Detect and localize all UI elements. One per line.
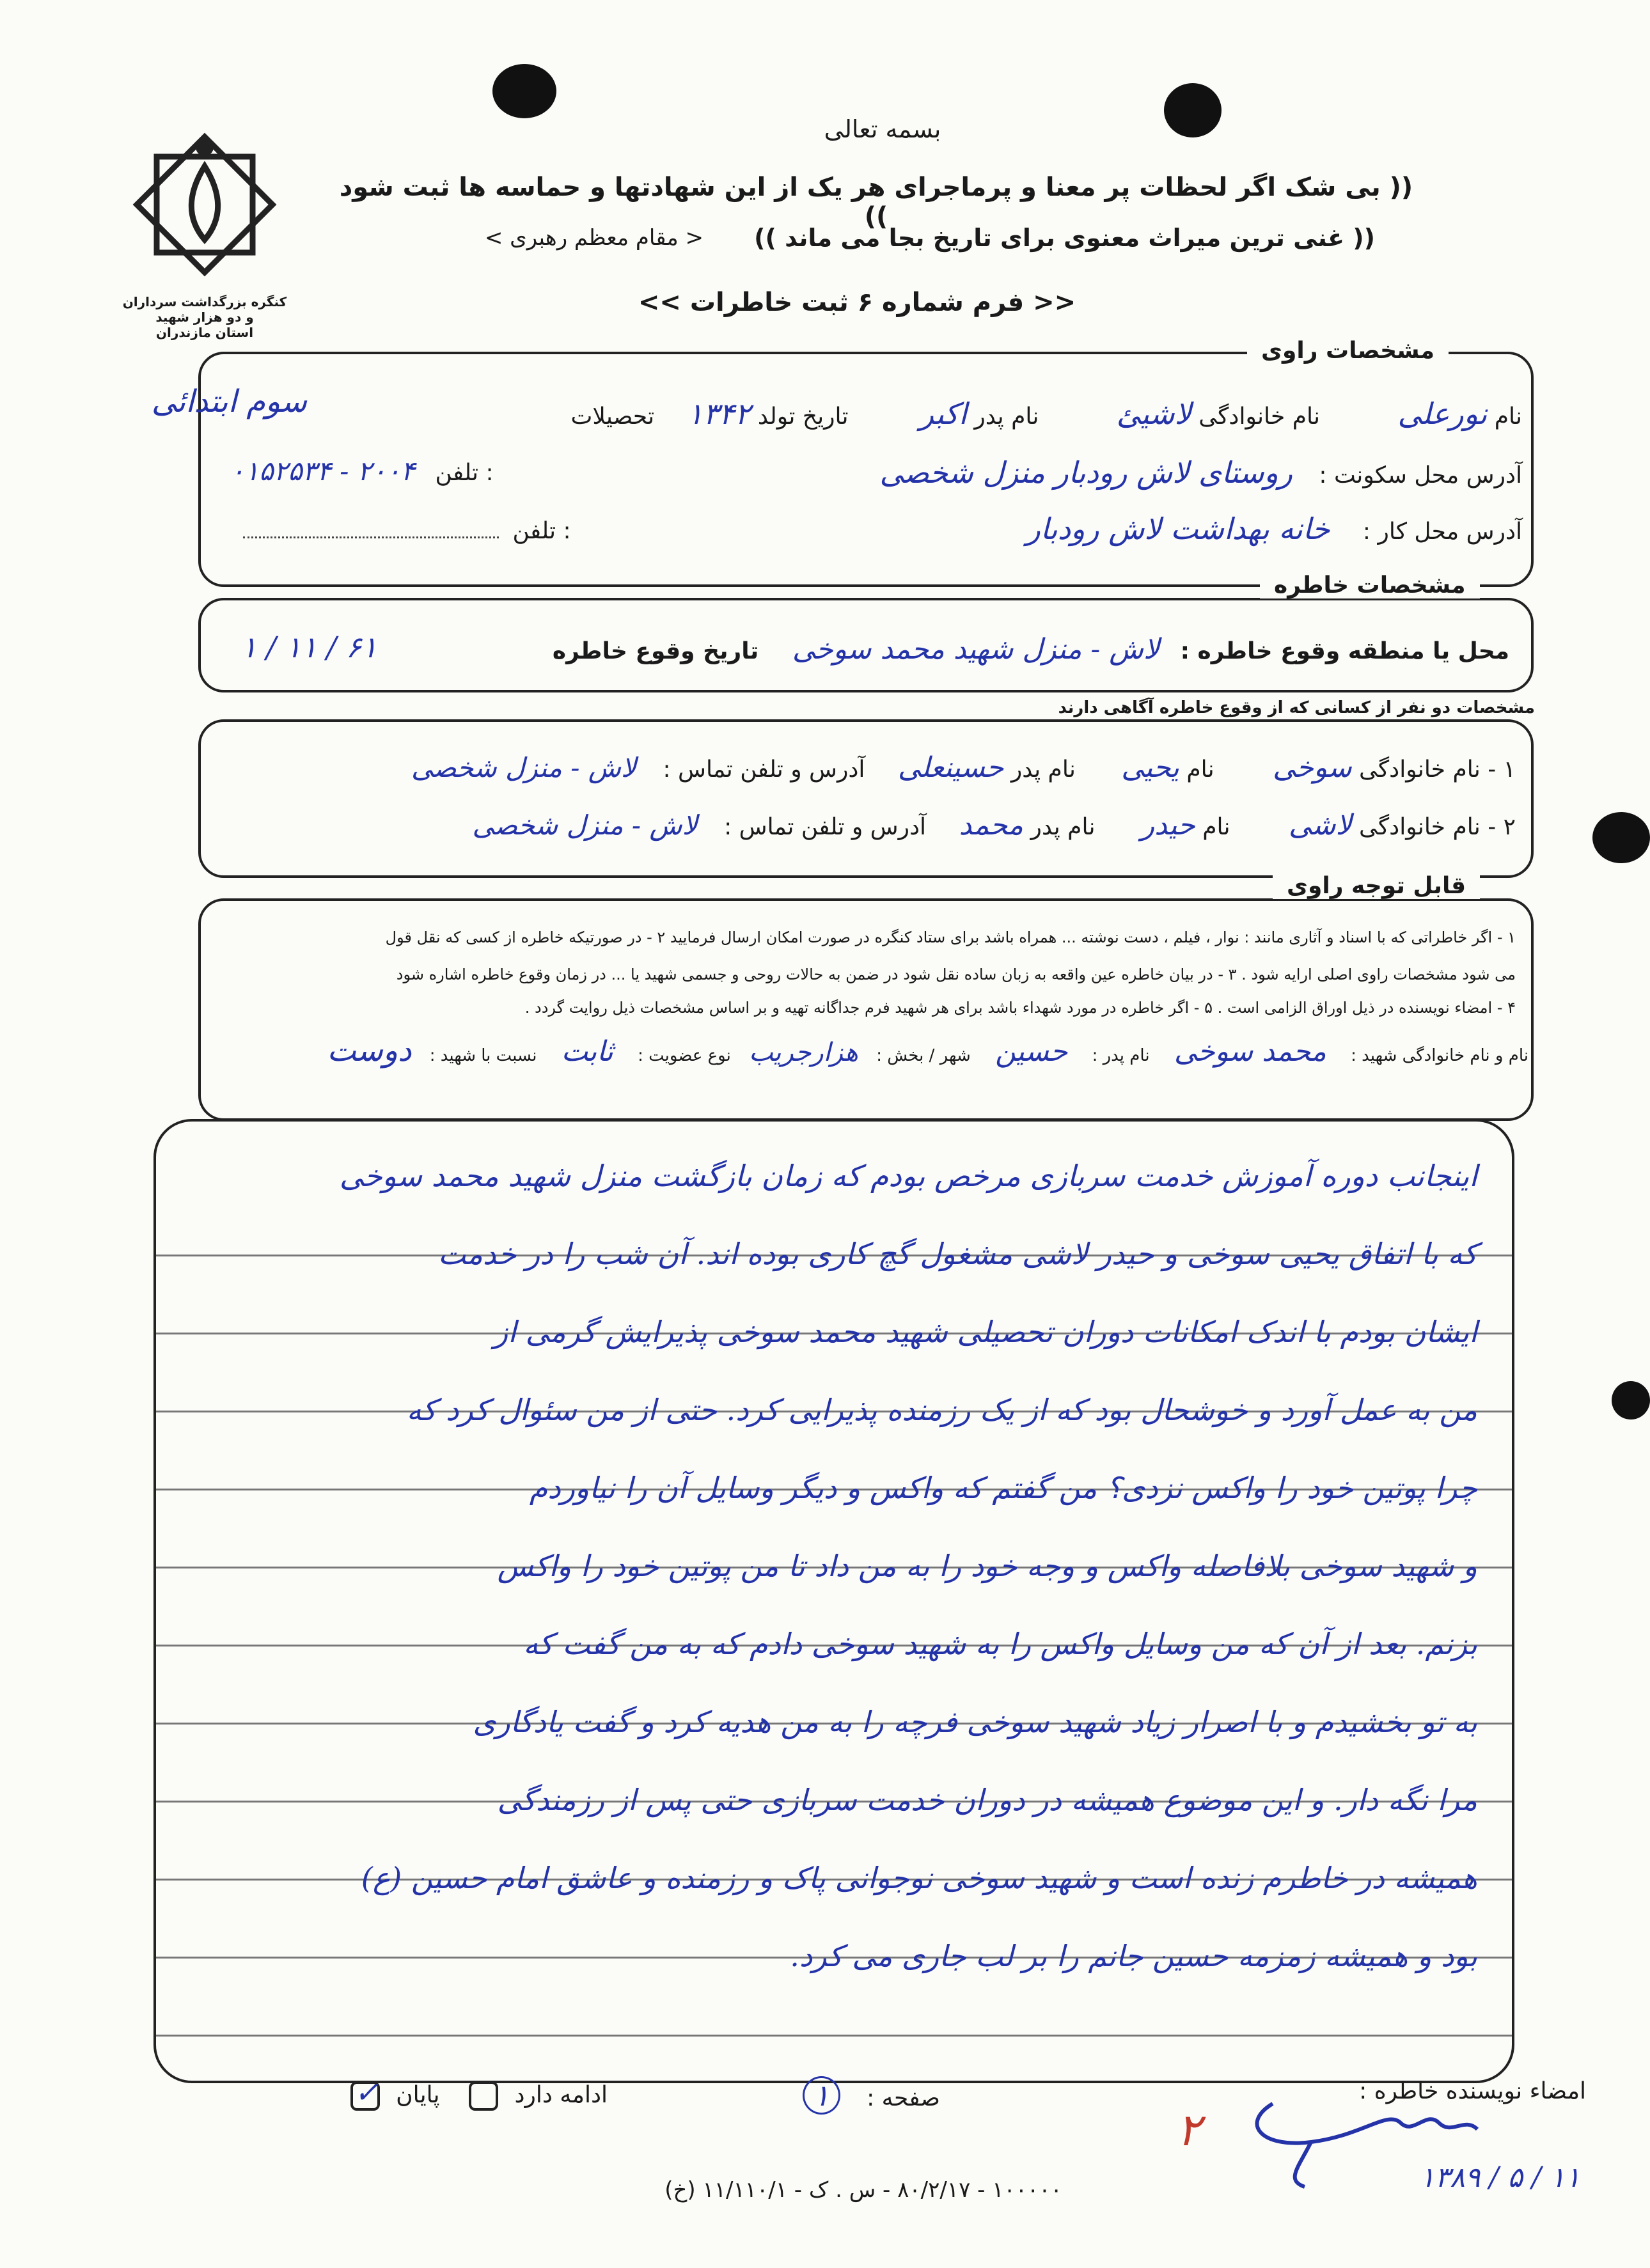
signature-mark: ۲ (1177, 2104, 1201, 2156)
w2-name: حیدر (1140, 809, 1195, 841)
w2-name-label: نام (1202, 814, 1230, 840)
father-value: اکبر (919, 396, 967, 431)
note-line-1: ۱ - اگر خاطراتی که با اسناد و آثاری مانند : نوار ، فیلم ، دست نوشته ... همراه باشد برای ستاد کنگره در صورت امکان ارسال فرمایید ۲ - در صورتیکه خاطره از کسی که نقل قول (385, 928, 1516, 946)
end-check-mark: ✓ (354, 2075, 379, 2109)
end-checkbox[interactable] (350, 2075, 380, 2111)
punch-hole (1592, 812, 1650, 863)
narrative-line: همیشه در خاطرم زنده است و شهید سوخی نوجوانی پاک و رزمنده و عاشق امام حسین (ع) (361, 1861, 1477, 1895)
narrative-line: ایشان بودم با اندک امکانات دوران تحصیلی شهید محمد سوخی پذیرایش گرمی از (494, 1315, 1477, 1349)
city-label: شهر / بخش : (876, 1046, 971, 1065)
work-value: خانه بهداشت لاش رودبار (1026, 512, 1330, 546)
education-value: سوم ابتدائی (151, 384, 307, 419)
martyr-label: نام و نام خانوادگی شهید : (1351, 1046, 1528, 1065)
w1-contact-label: آدرس و تلفن تماس : (663, 756, 865, 783)
phone2-label: تلفن : (512, 518, 571, 544)
logo-caption-2: استان مازندران (155, 325, 254, 340)
w1-num: ۱ - نام خانوادگی (1359, 756, 1516, 783)
quote-line-2: (( غنی ترین میراث معنوی برای تاریخ بجا می ماند )) (754, 224, 1375, 252)
membership-value: ثابت (561, 1035, 613, 1068)
witness-row-1 (211, 751, 1516, 784)
quote-line-1: (( بی شک اگر لحظات پر معنا و پرماجرای هر یک از این شهادتها و حماسه ها ثبت شود )) (339, 173, 1413, 231)
notes-section-title: قابل توجه راوی (1273, 873, 1480, 899)
residence-label: آدرس محل سکونت : (1319, 462, 1522, 489)
punch-hole (1612, 1381, 1650, 1419)
w1-father: حسینعلی (897, 751, 1004, 784)
star-emblem-icon (122, 121, 288, 288)
phone-field (230, 455, 588, 487)
page-value: ۱ (803, 2076, 840, 2115)
w2-father: محمد (959, 809, 1023, 841)
phone-value: ۰۱۵۲۵۳۴ - ۲۰۰۴ (230, 455, 416, 487)
martyr-value: محمد سوخی (1174, 1035, 1326, 1068)
narrative-line: بود و همیشه زمزمه حسین جانم را بر لب جاری می کرد. (790, 1939, 1477, 1973)
memory-place-row (211, 633, 1509, 666)
punch-hole (1164, 83, 1222, 137)
witnesses-caption: مشخصات دو نفر از کسانی که از وقوع خاطره آگاهی دارند (1058, 698, 1535, 717)
martyr-row (192, 1033, 1528, 1068)
continues-checkbox[interactable] (469, 2081, 498, 2111)
narrative-line: چرا پوتین خود را واکس نزدی؟ من گفتم که واکس و دیگر وسایل آن را نیاوردم (529, 1471, 1477, 1505)
form-code: ۱۰۰۰۰۰ - ۸۰/۲/۱۷ - س . ک - ۱۱/۱۱۰/۱ (خ) (664, 2177, 1062, 2203)
note-line-2: می شود مشخصات راوی اصلی ارایه شود . ۳ - در بیان خاطره عین واقعه به زبان ساده نقل شود در ضمن به حالات روحی و جسمی شهید یا ... در زمان وقوع خاطره اشاره شود (396, 966, 1516, 983)
sign-date: ۱۱ / ۵ / ۱۳۸۹ (1420, 2161, 1581, 2194)
w2-father-label: نام پدر (1030, 814, 1096, 840)
name-value: نورعلی (1397, 396, 1488, 431)
father-label: نام پدر (974, 403, 1039, 430)
w1-name-label: نام (1186, 756, 1214, 783)
family-value: لاشیئ (1116, 396, 1191, 431)
logo-caption-1: کنگره بزرگداشت سرداران و دو هزار شهید (122, 294, 287, 325)
narrative-line: بزنم. بعد از آن که من وسایل واکس را به شهید سوخی دادم که به من گفت که (523, 1627, 1477, 1661)
phone-label: تلفن : (435, 460, 494, 486)
quote-attribution: < مقام معظم رهبری > (484, 225, 703, 251)
w1-name: یحیی (1121, 751, 1179, 784)
narrative-line: مرا نگه دار. و این موضوع همیشه در دوران خدمت سربازی حتی پس از رزمندگی (497, 1783, 1477, 1817)
form-title: << فرم شماره ۶ ثبت خاطرات >> (638, 288, 1076, 317)
signature-label: امضاء نویسنده خاطره : (1359, 2078, 1586, 2104)
page-label: صفحه : (867, 2085, 940, 2111)
city-value: هزارجریب (749, 1038, 858, 1067)
work-label: آدرس محل کار : (1362, 519, 1522, 545)
note-line-3: ۴ - امضاء نویسنده در ذیل اوراق الزامی است . ۵ - اگر خاطره در مورد شهداء باشد برای هر شهید فرم جداگانه تهیه و بر اساس مشخصات ذیل روایت گردد . (524, 999, 1516, 1017)
date-label: تاریخ وقوع خاطره (552, 638, 759, 664)
residence-value: روستای لاش رودبار منزل شخصی (879, 455, 1292, 490)
name-label: نام (1494, 403, 1522, 430)
relation-value: دوست (327, 1033, 412, 1068)
narrator-section-title: مشخصات راوی (1247, 338, 1449, 364)
date-value: ۶۱ / ۱۱ / ۱ (240, 630, 377, 664)
narrative-line: اینجانب دوره آموزش خدمت سربازی مرخص بودم که زمان بازگشت منزل شهید محمد سوخی (339, 1159, 1477, 1193)
narrative-line: به تو بخشیدم و با اصرار زیاد شهید سوخی فرچه را به من هدیه کرد و گفت یادگاری (473, 1705, 1477, 1739)
w2-num: ۲ - نام خانوادگی (1359, 814, 1516, 840)
membership-label: نوع عضویت : (638, 1046, 731, 1065)
w2-contact: لاش - منزل شخصی (472, 809, 698, 841)
narrative-line: و شهید سوخی بلافاصله واکس و وجه خود را به من داد تا من پوتین خود را واکس (497, 1549, 1477, 1583)
end-label: پایان (396, 2082, 440, 2108)
phone2-value (243, 536, 499, 538)
relation-label: نسبت با شهید : (429, 1046, 537, 1065)
w2-contact-label: آدرس و تلفن تماس : (724, 814, 927, 840)
status-options (249, 2075, 608, 2111)
family-label: نام خانوادگی (1198, 403, 1321, 430)
congress-logo (122, 121, 288, 352)
memory-section-title: مشخصات خاطره (1260, 572, 1480, 598)
w1-contact: لاش - منزل شخصی (411, 752, 637, 783)
witness-row-2 (211, 809, 1516, 841)
martyr-father-value: حسین (995, 1035, 1068, 1068)
place-label: محل یا منطقه وقوع خاطره : (1180, 638, 1509, 664)
page-field (710, 2078, 940, 2113)
phone2-field (243, 518, 588, 544)
education-label: تحصیلات (570, 403, 655, 430)
w2-family: لاشی (1288, 809, 1352, 841)
invocation: بسمه تعالی (824, 115, 941, 143)
birth-value: ۱۳۴۲ (687, 396, 751, 431)
narrator-row-1 (205, 396, 1522, 435)
w1-family: سوخی (1273, 751, 1352, 784)
birth-label: تاریخ تولد (757, 403, 849, 430)
w1-father-label: نام پدر (1010, 756, 1076, 783)
punch-hole (492, 64, 556, 118)
martyr-father-label: نام پدر : (1092, 1046, 1150, 1065)
witnesses-section (198, 719, 1534, 878)
place-value: لاش - منزل شهید محمد سوخی (792, 633, 1160, 666)
narrative-line: که با اتفاق یحیی سوخی و حیدر لاشی مشغول گچ کاری بوده اند. آن شب را در خدمت (438, 1237, 1477, 1271)
narrative-line: من به عمل آورد و خوشحال بود که از یک رزمنده پذیرایی کرد. حتی از من سئوال کرد که (406, 1393, 1477, 1427)
continues-label: ادامه دارد (514, 2082, 608, 2108)
